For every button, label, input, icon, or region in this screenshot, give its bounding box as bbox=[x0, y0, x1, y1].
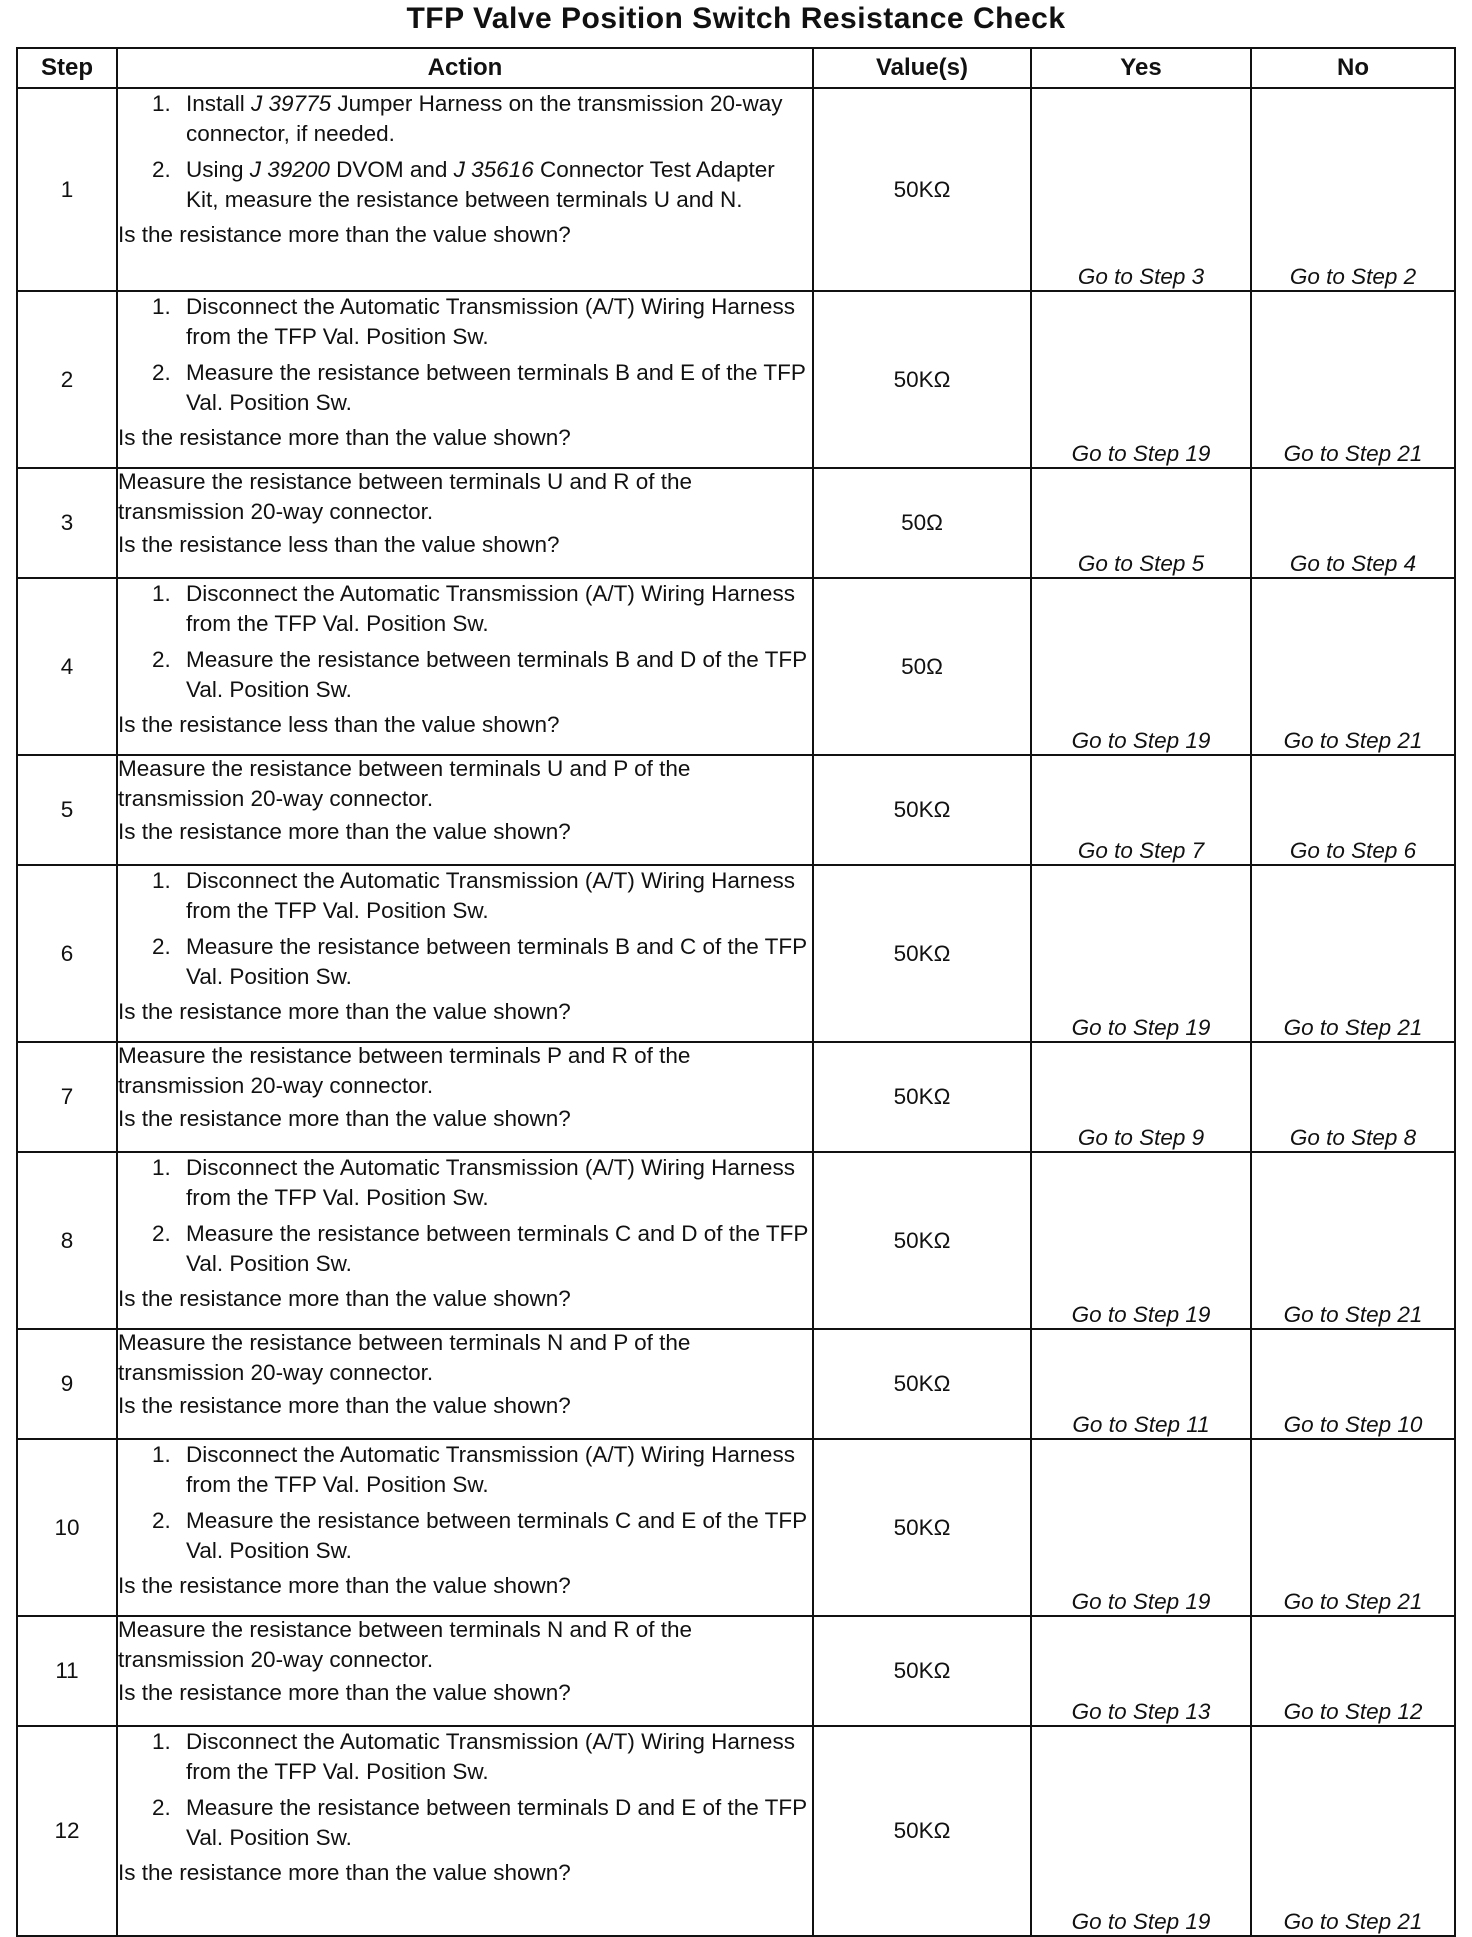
action-question: Is the resistance more than the value shown? bbox=[118, 1106, 571, 1131]
action-text: Measure the resistance between terminals U and R of the transmission 20-way connector. bbox=[118, 469, 693, 524]
table-row bbox=[17, 1439, 1455, 1616]
action-list-item bbox=[152, 155, 812, 215]
action-text: Measure the resistance between terminals U and P of the transmission 20-way connector. bbox=[118, 756, 691, 811]
action-text: Measure the resistance between terminals C and E of the TFP Val. Position Sw. bbox=[186, 1508, 807, 1563]
yes-result: Go to Step 7 bbox=[1031, 755, 1251, 865]
action-cell bbox=[117, 291, 813, 468]
table-body bbox=[17, 88, 1455, 1936]
tool-part-number: J 35616 bbox=[453, 157, 534, 182]
yes-result: Go to Step 19 bbox=[1031, 1439, 1251, 1616]
no-result: Go to Step 2 bbox=[1251, 88, 1455, 291]
step-number: 1 bbox=[17, 88, 117, 291]
action-cell bbox=[117, 1616, 813, 1726]
no-result: Go to Step 4 bbox=[1251, 468, 1455, 578]
action-text: Measure the resistance between terminals C and D of the TFP Val. Position Sw. bbox=[186, 1221, 808, 1276]
list-number: 1. bbox=[152, 1442, 171, 1467]
step-number: 7 bbox=[17, 1042, 117, 1152]
action-question: Is the resistance more than the value shown? bbox=[118, 222, 571, 247]
action-list-item bbox=[152, 1506, 812, 1566]
no-result: Go to Step 10 bbox=[1251, 1329, 1455, 1439]
action-text: Disconnect the Automatic Transmission (A/T) Wiring Harness from the TFP Val. Position Sw. bbox=[186, 294, 795, 349]
action-list-item bbox=[152, 1793, 812, 1853]
list-number: 1. bbox=[152, 868, 171, 893]
step-number: 6 bbox=[17, 865, 117, 1042]
header-action: Action bbox=[117, 48, 813, 88]
action-question: Is the resistance more than the value shown? bbox=[118, 1860, 571, 1885]
action-list bbox=[118, 579, 812, 705]
action-text: Disconnect the Automatic Transmission (A/T) Wiring Harness from the TFP Val. Position Sw. bbox=[186, 1442, 795, 1497]
action-question: Is the resistance more than the value shown? bbox=[118, 1680, 571, 1705]
resistance-value: 50KΩ bbox=[813, 1616, 1031, 1726]
resistance-value: 50KΩ bbox=[813, 1329, 1031, 1439]
step-number: 8 bbox=[17, 1152, 117, 1329]
action-list-item bbox=[152, 645, 812, 705]
action-question: Is the resistance more than the value shown? bbox=[118, 819, 571, 844]
action-question: Is the resistance less than the value shown? bbox=[118, 532, 560, 557]
no-result: Go to Step 12 bbox=[1251, 1616, 1455, 1726]
list-number: 1. bbox=[152, 294, 171, 319]
header-step: Step bbox=[17, 48, 117, 88]
action-cell bbox=[117, 865, 813, 1042]
header-values: Value(s) bbox=[813, 48, 1031, 88]
yes-result: Go to Step 9 bbox=[1031, 1042, 1251, 1152]
action-question: Is the resistance more than the value shown? bbox=[118, 425, 571, 450]
action-cell bbox=[117, 578, 813, 755]
resistance-value: 50KΩ bbox=[813, 1439, 1031, 1616]
action-cell bbox=[117, 1726, 813, 1936]
tool-part-number: J 39200 bbox=[249, 157, 330, 182]
yes-result: Go to Step 19 bbox=[1031, 865, 1251, 1042]
action-cell bbox=[117, 88, 813, 291]
no-result: Go to Step 21 bbox=[1251, 1439, 1455, 1616]
action-list-item bbox=[152, 932, 812, 992]
action-list bbox=[118, 89, 812, 215]
action-list-item bbox=[152, 1219, 812, 1279]
list-number: 2. bbox=[152, 360, 171, 385]
table-row bbox=[17, 88, 1455, 291]
table-row bbox=[17, 1152, 1455, 1329]
resistance-value: 50KΩ bbox=[813, 1152, 1031, 1329]
list-number: 1. bbox=[152, 581, 171, 606]
action-list-item bbox=[152, 866, 812, 926]
table-row bbox=[17, 468, 1455, 578]
resistance-value: 50KΩ bbox=[813, 755, 1031, 865]
action-cell bbox=[117, 755, 813, 865]
step-number: 10 bbox=[17, 1439, 117, 1616]
action-list bbox=[118, 1153, 812, 1279]
document-title: TFP Valve Position Switch Resistance Check bbox=[406, 2, 1066, 35]
step-number: 5 bbox=[17, 755, 117, 865]
yes-result: Go to Step 13 bbox=[1031, 1616, 1251, 1726]
resistance-check-table bbox=[16, 47, 1456, 1937]
action-question: Is the resistance more than the value shown? bbox=[118, 999, 571, 1024]
resistance-value: 50Ω bbox=[813, 578, 1031, 755]
action-question: Is the resistance more than the value shown? bbox=[118, 1286, 571, 1311]
action-question: Is the resistance less than the value shown? bbox=[118, 712, 560, 737]
resistance-value: 50KΩ bbox=[813, 865, 1031, 1042]
list-number: 2. bbox=[152, 647, 171, 672]
table-row bbox=[17, 291, 1455, 468]
table-row bbox=[17, 755, 1455, 865]
action-text: Install bbox=[186, 91, 252, 116]
action-list bbox=[118, 866, 812, 992]
action-text: Disconnect the Automatic Transmission (A/T) Wiring Harness from the TFP Val. Position Sw. bbox=[186, 868, 795, 923]
resistance-value: 50KΩ bbox=[813, 291, 1031, 468]
table-row bbox=[17, 578, 1455, 755]
list-number: 2. bbox=[152, 1795, 171, 1820]
no-result: Go to Step 21 bbox=[1251, 1152, 1455, 1329]
list-number: 2. bbox=[152, 1508, 171, 1533]
no-result: Go to Step 8 bbox=[1251, 1042, 1455, 1152]
table-row bbox=[17, 1616, 1455, 1726]
action-text: Measure the resistance between terminals B and C of the TFP Val. Position Sw. bbox=[186, 934, 807, 989]
no-result: Go to Step 21 bbox=[1251, 291, 1455, 468]
resistance-value: 50KΩ bbox=[813, 1726, 1031, 1936]
action-list-item bbox=[152, 1440, 812, 1500]
action-question: Is the resistance more than the value shown? bbox=[118, 1573, 571, 1598]
action-text: Disconnect the Automatic Transmission (A/T) Wiring Harness from the TFP Val. Position Sw. bbox=[186, 1155, 795, 1210]
table-row bbox=[17, 1042, 1455, 1152]
list-number: 1. bbox=[152, 1155, 171, 1180]
action-text: Disconnect the Automatic Transmission (A/T) Wiring Harness from the TFP Val. Position Sw. bbox=[186, 1729, 795, 1784]
action-text: Measure the resistance between terminals P and R of the transmission 20-way connector. bbox=[118, 1043, 691, 1098]
action-cell bbox=[117, 1042, 813, 1152]
action-text: Jumper Harness on the transmission 20-way connector, if needed. bbox=[186, 91, 783, 146]
resistance-value: 50KΩ bbox=[813, 1042, 1031, 1152]
tool-part-number: J 39775 bbox=[251, 91, 332, 116]
action-text: Measure the resistance between terminals D and E of the TFP Val. Position Sw. bbox=[186, 1795, 807, 1850]
action-list-item bbox=[152, 292, 812, 352]
table-row bbox=[17, 1726, 1455, 1936]
step-number: 4 bbox=[17, 578, 117, 755]
resistance-value: 50Ω bbox=[813, 468, 1031, 578]
list-number: 1. bbox=[152, 91, 171, 116]
action-list-item bbox=[152, 89, 812, 149]
action-cell bbox=[117, 1329, 813, 1439]
step-number: 3 bbox=[17, 468, 117, 578]
no-result: Go to Step 21 bbox=[1251, 578, 1455, 755]
table-header-row bbox=[17, 48, 1455, 88]
header-yes: Yes bbox=[1031, 48, 1251, 88]
list-number: 2. bbox=[152, 934, 171, 959]
yes-result: Go to Step 11 bbox=[1031, 1329, 1251, 1439]
resistance-value: 50KΩ bbox=[813, 88, 1031, 291]
table-row bbox=[17, 1329, 1455, 1439]
action-text: DVOM and bbox=[329, 157, 454, 182]
action-list-item bbox=[152, 358, 812, 418]
action-list bbox=[118, 292, 812, 418]
action-text: Measure the resistance between terminals B and D of the TFP Val. Position Sw. bbox=[186, 647, 807, 702]
action-text: Measure the resistance between terminals B and E of the TFP Val. Position Sw. bbox=[186, 360, 806, 415]
no-result: Go to Step 21 bbox=[1251, 865, 1455, 1042]
action-cell bbox=[117, 468, 813, 578]
action-text: Measure the resistance between terminals N and R of the transmission 20-way connector. bbox=[118, 1617, 693, 1672]
action-question: Is the resistance more than the value shown? bbox=[118, 1393, 571, 1418]
header-no: No bbox=[1251, 48, 1455, 88]
step-number: 11 bbox=[17, 1616, 117, 1726]
action-text: Measure the resistance between terminals N and P of the transmission 20-way connector. bbox=[118, 1330, 691, 1385]
action-text: Using bbox=[186, 157, 250, 182]
yes-result: Go to Step 5 bbox=[1031, 468, 1251, 578]
yes-result: Go to Step 3 bbox=[1031, 88, 1251, 291]
step-number: 12 bbox=[17, 1726, 117, 1936]
action-list-item bbox=[152, 1153, 812, 1213]
table-row bbox=[17, 865, 1455, 1042]
no-result: Go to Step 21 bbox=[1251, 1726, 1455, 1936]
action-list-item bbox=[152, 1727, 812, 1787]
action-cell bbox=[117, 1439, 813, 1616]
step-number: 2 bbox=[17, 291, 117, 468]
action-text: Connector Test Adapter Kit, measure the resistance between terminals U and N. bbox=[186, 157, 775, 212]
action-list bbox=[118, 1440, 812, 1566]
yes-result: Go to Step 19 bbox=[1031, 578, 1251, 755]
step-number: 9 bbox=[17, 1329, 117, 1439]
list-number: 2. bbox=[152, 1221, 171, 1246]
action-list-item bbox=[152, 579, 812, 639]
yes-result: Go to Step 19 bbox=[1031, 1726, 1251, 1936]
yes-result: Go to Step 19 bbox=[1031, 291, 1251, 468]
action-text: Disconnect the Automatic Transmission (A/T) Wiring Harness from the TFP Val. Position Sw. bbox=[186, 581, 795, 636]
no-result: Go to Step 6 bbox=[1251, 755, 1455, 865]
list-number: 2. bbox=[152, 157, 171, 182]
action-list bbox=[118, 1727, 812, 1853]
list-number: 1. bbox=[152, 1729, 171, 1754]
yes-result: Go to Step 19 bbox=[1031, 1152, 1251, 1329]
action-cell bbox=[117, 1152, 813, 1329]
